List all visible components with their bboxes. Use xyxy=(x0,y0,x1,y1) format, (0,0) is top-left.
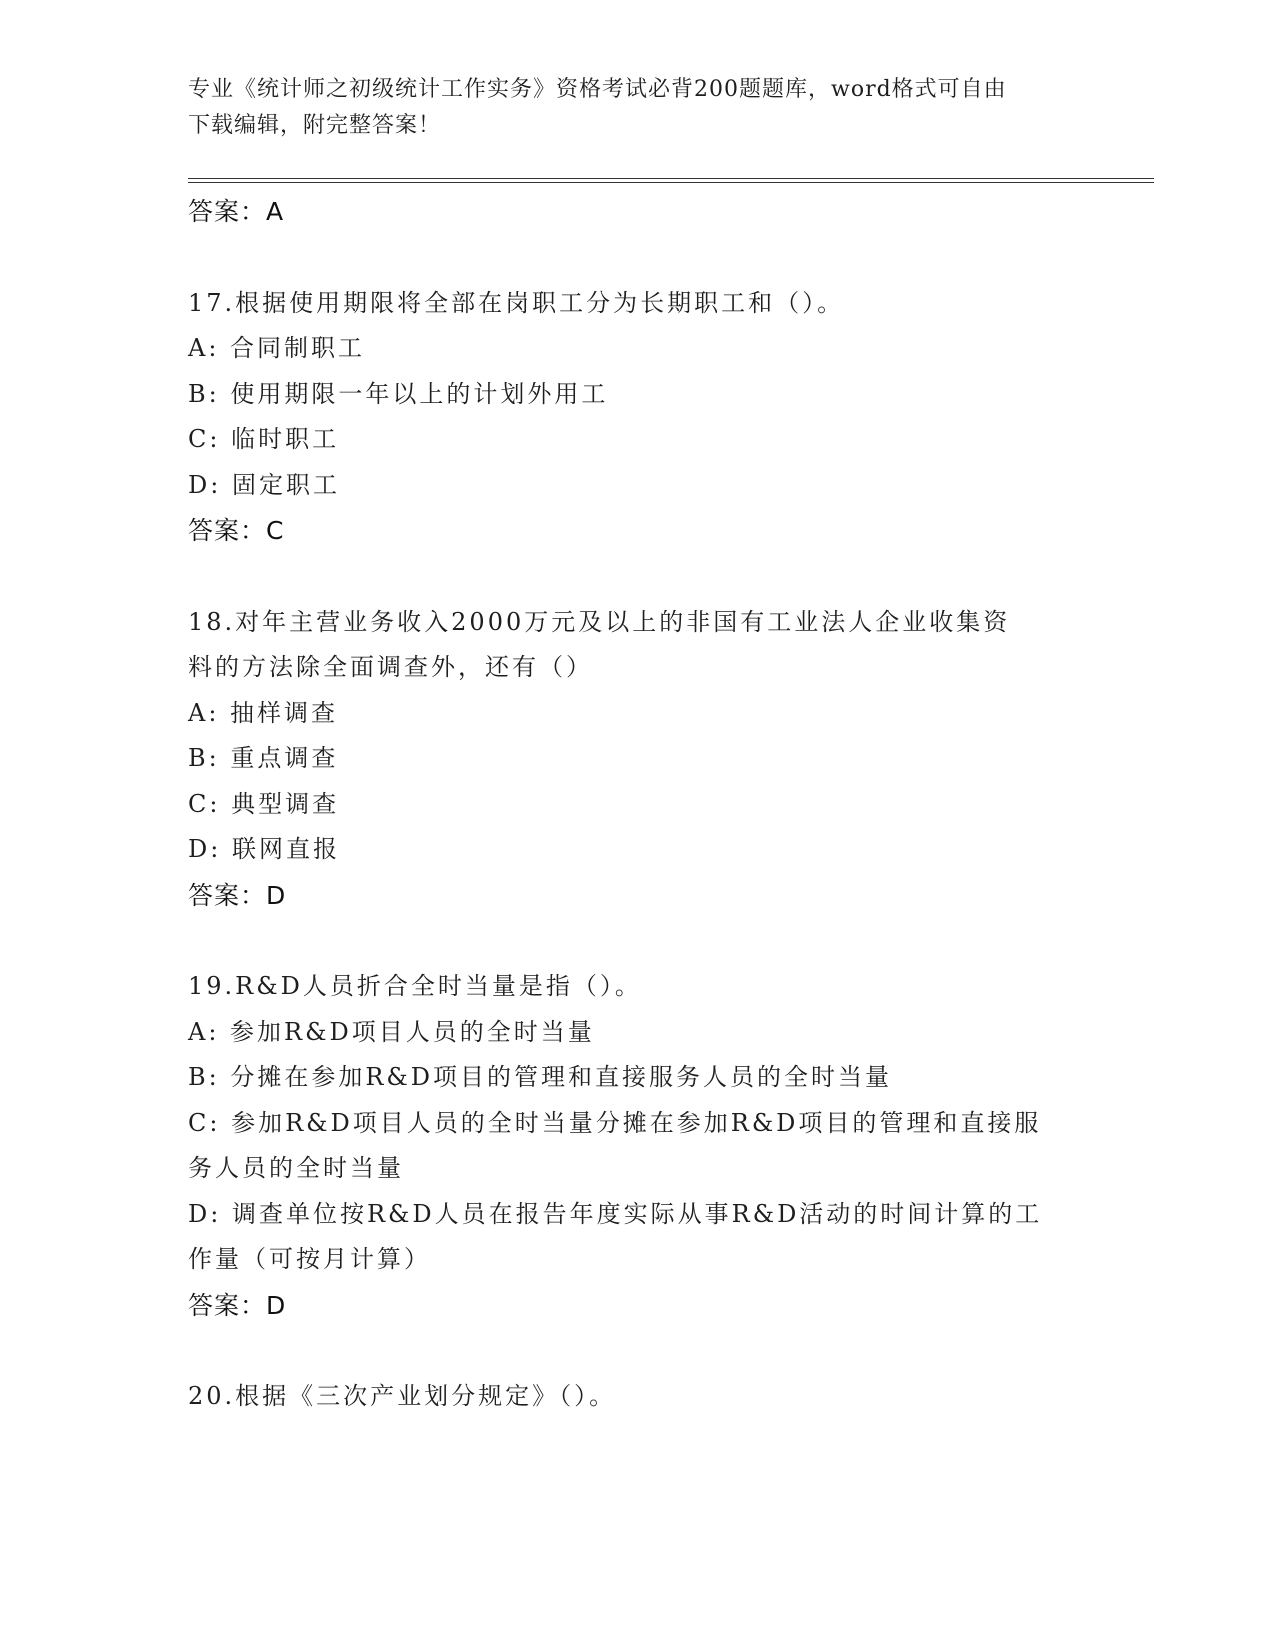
question-text-line-1: 18.对年主营业务收入2000万元及以上的非国有工业法人企业收集资 xyxy=(188,607,1011,636)
option-a: A: 合同制职工 xyxy=(188,334,366,362)
header-divider xyxy=(188,178,1154,183)
question-text-line-2: 料的方法除全面调查外，还有（） xyxy=(188,653,593,681)
question-17 xyxy=(188,281,1088,554)
question-text: 19.R&D人员折合全时当量是指（）。 xyxy=(188,972,642,1000)
option-c-line-1: C: 参加R&D项目人员的全时当量分摊在参加R&D项目的管理和直接服 xyxy=(188,1108,1042,1137)
option-c: C: 典型调查 xyxy=(188,789,340,818)
question-text: 20.根据《三次产业划分规定》（）。 xyxy=(188,1382,617,1410)
answer-q17: 答案：C xyxy=(188,516,285,545)
option-d: D: 固定职工 xyxy=(188,470,340,499)
question-text: 17.根据使用期限将全部在岗职工分为长期职工和（）。 xyxy=(188,288,845,317)
question-content xyxy=(188,189,1088,1420)
option-d: D: 联网直报 xyxy=(188,835,340,863)
option-b: B: 重点调查 xyxy=(188,744,339,772)
option-b: B: 使用期限一年以上的计划外用工 xyxy=(188,379,609,408)
question-20 xyxy=(188,1374,1088,1420)
header-line-1: 专业《统计师之初级统计工作实务》资格考试必背200题题库，word格式可自由 xyxy=(188,77,1007,102)
question-19 xyxy=(188,964,1088,1328)
option-b: B: 分摊在参加R&D项目的管理和直接服务人员的全时当量 xyxy=(188,1063,893,1091)
answer-q16: 答案：A xyxy=(188,197,285,226)
option-a: A: 参加R&D项目人员的全时当量 xyxy=(188,1017,595,1046)
spacer xyxy=(188,554,1088,600)
question-18 xyxy=(188,600,1088,919)
answer-q18: 答案：D xyxy=(188,880,287,910)
answer-q19: 答案：D xyxy=(188,1290,287,1320)
option-a: A: 抽样调查 xyxy=(188,698,339,727)
option-c-line-2: 务人员的全时当量 xyxy=(188,1154,404,1182)
spacer xyxy=(188,235,1088,281)
option-d-line-2: 作量（可按月计算） xyxy=(188,1245,431,1273)
option-c: C: 临时职工 xyxy=(188,425,340,453)
page-header xyxy=(188,72,1068,144)
header-line-2: 下载编辑，附完整答案！ xyxy=(188,113,442,138)
spacer xyxy=(188,918,1088,964)
option-d-line-1: D: 调查单位按R&D人员在报告年度实际从事R&D活动的时间计算的工 xyxy=(188,1199,1043,1228)
spacer xyxy=(188,1328,1088,1374)
